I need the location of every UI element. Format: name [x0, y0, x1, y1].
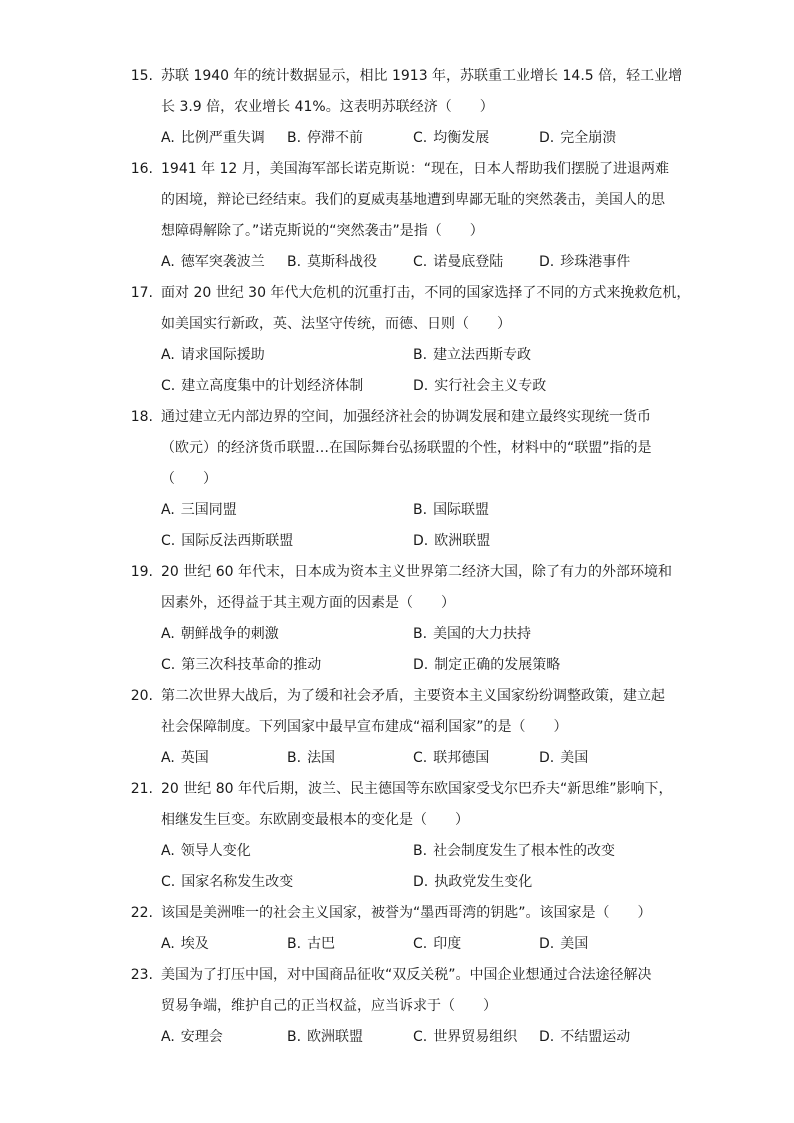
question-text-line: 通过建立无内部边界的空间，加强经济社会的协调发展和建立最终实现统一货币: [161, 409, 651, 425]
option-text: 制定正确的发展策略: [434, 657, 561, 673]
question-text-line: 第二次世界大战后，为了缓和社会矛盾，主要资本主义国家纷纷调整政策，建立起: [161, 688, 665, 704]
option-a[interactable]: [161, 495, 237, 526]
option-c[interactable]: [413, 929, 461, 960]
option-letter: D.: [539, 254, 555, 270]
option-letter: D.: [539, 1029, 555, 1045]
option-letter: D.: [413, 657, 429, 673]
question-text-line: 苏联 1940 年的统计数据显示，相比 1913 年，苏联重工业增长 14.5 倍，轻工业增: [161, 68, 683, 84]
option-letter: C.: [161, 657, 176, 673]
option-c[interactable]: [413, 247, 503, 278]
option-c[interactable]: [413, 1022, 517, 1053]
option-c[interactable]: [161, 371, 363, 402]
option-letter: C.: [161, 533, 176, 549]
option-b[interactable]: [413, 495, 489, 526]
question-text-line: 因素外，还得益于其主观方面的因素是（ ）: [161, 595, 455, 611]
option-a[interactable]: [161, 340, 265, 371]
option-row: [161, 340, 681, 371]
question-text-line: 的困境，辩论已经结束。我们的夏威夷基地遭到卑鄙无耻的突然袭击，美国人的思: [161, 192, 665, 208]
option-letter: B.: [413, 502, 428, 518]
question-text-line: 相继发生巨变。东欧剧变最根本的变化是（ ）: [161, 812, 469, 828]
option-a[interactable]: [161, 619, 279, 650]
option-row: [161, 247, 681, 278]
question-number: 18.: [130, 409, 153, 425]
option-letter: A.: [161, 750, 175, 766]
question-text-line: 社会保障制度。下列国家中最早宣布建成“福利国家”的是（ ）: [161, 719, 568, 735]
option-c[interactable]: [161, 867, 293, 898]
option-a[interactable]: [161, 1022, 223, 1053]
option-letter: B.: [287, 254, 302, 270]
option-text: 安理会: [180, 1029, 223, 1045]
option-text: 英国: [180, 750, 209, 766]
question-text-line: 想障碍解除了。”诺克斯说的“突然袭击”是指（ ）: [161, 223, 484, 239]
option-text: 社会制度发生了根本性的改变: [433, 843, 616, 859]
question-number: 16.: [130, 161, 153, 177]
option-a[interactable]: [161, 743, 209, 774]
option-text: 第三次科技革命的推动: [181, 657, 322, 673]
option-letter: B.: [413, 347, 428, 363]
option-text: 建立法西斯专政: [433, 347, 532, 363]
option-text: 联邦德国: [433, 750, 490, 766]
option-text: 不结盟运动: [560, 1029, 631, 1045]
option-letter: A.: [161, 936, 175, 952]
question-text-line: （欧元）的经济货币联盟…在国际舞台弘扬联盟的个性，材料中的“联盟”指的是: [161, 440, 652, 456]
question-text-line: 长 3.9 倍，农业增长 41%。这表明苏联经济（ ）: [161, 99, 494, 115]
question-number: 20.: [130, 688, 153, 704]
option-letter: C.: [413, 936, 428, 952]
question-text-line: （ ）: [161, 471, 217, 487]
option-c[interactable]: [161, 526, 293, 557]
option-text: 德军突袭波兰: [180, 254, 265, 270]
option-row: [161, 123, 681, 154]
option-text: 执政党发生变化: [434, 874, 533, 890]
option-b[interactable]: [413, 340, 531, 371]
question-text-line: 该国是美洲唯一的社会主义国家，被誉为“墨西哥湾的钥匙”。该国家是（ ）: [161, 905, 652, 921]
option-text: 珍珠港事件: [560, 254, 631, 270]
option-text: 莫斯科战役: [307, 254, 378, 270]
option-letter: B.: [287, 1029, 302, 1045]
option-letter: C.: [161, 378, 176, 394]
option-letter: A.: [161, 347, 175, 363]
question-text-line: 如美国实行新政，英、法坚守传统，而德、日则（ ）: [161, 316, 511, 332]
option-row: [161, 743, 681, 774]
option-d[interactable]: [539, 1022, 630, 1053]
option-row: [161, 371, 681, 402]
option-letter: C.: [413, 130, 428, 146]
option-text: 欧洲联盟: [434, 533, 491, 549]
option-row: [161, 836, 681, 867]
question-number: 19.: [130, 564, 153, 580]
question-text-line: 1941 年 12 月，美国海军部长诺克斯说：“现在，日本人帮助我们摆脱了进退两难: [161, 161, 670, 177]
option-a[interactable]: [161, 929, 209, 960]
option-letter: B.: [287, 130, 302, 146]
option-letter: D.: [413, 533, 429, 549]
question-text-line: 贸易争端，维护自己的正当权益，应当诉求于（ ）: [161, 998, 497, 1014]
option-b[interactable]: [287, 247, 377, 278]
option-c[interactable]: [413, 123, 489, 154]
option-text: 欧洲联盟: [307, 1029, 364, 1045]
option-d[interactable]: [539, 743, 588, 774]
option-letter: D.: [413, 874, 429, 890]
option-letter: B.: [287, 936, 302, 952]
question-number: 15.: [130, 68, 153, 84]
option-text: 三国同盟: [180, 502, 237, 518]
question-number: 21.: [130, 781, 153, 797]
option-text: 国际反法西斯联盟: [181, 533, 294, 549]
option-a[interactable]: [161, 123, 265, 154]
option-d[interactable]: [539, 247, 630, 278]
option-row: [161, 526, 681, 557]
option-d[interactable]: [413, 371, 546, 402]
option-row: [161, 495, 681, 526]
question-number: 23.: [130, 967, 153, 983]
option-d[interactable]: [413, 867, 532, 898]
option-letter: C.: [413, 1029, 428, 1045]
option-text: 请求国际援助: [180, 347, 265, 363]
option-a[interactable]: [161, 247, 265, 278]
option-text: 诺曼底登陆: [433, 254, 504, 270]
option-row: [161, 929, 681, 960]
option-d[interactable]: [539, 123, 616, 154]
option-text: 法国: [307, 750, 336, 766]
option-text: 国际联盟: [433, 502, 490, 518]
option-letter: A.: [161, 843, 175, 859]
question-text-line: 美国为了打压中国，对中国商品征收“双反关税”。中国企业想通过合法途径解决: [161, 967, 652, 983]
option-text: 完全崩溃: [560, 130, 617, 146]
option-letter: D.: [539, 936, 555, 952]
option-b[interactable]: [287, 123, 363, 154]
option-letter: A.: [161, 502, 175, 518]
option-row: [161, 619, 681, 650]
option-a[interactable]: [161, 836, 251, 867]
option-letter: C.: [413, 750, 428, 766]
option-b[interactable]: [413, 836, 615, 867]
option-text: 古巴: [307, 936, 336, 952]
option-letter: B.: [413, 626, 428, 642]
option-text: 国家名称发生改变: [181, 874, 294, 890]
option-letter: C.: [161, 874, 176, 890]
option-text: 实行社会主义专政: [434, 378, 547, 394]
question-text-line: 面对 20 世纪 30 年代大危机的沉重打击，不同的国家选择了不同的方式来挽救危机，: [161, 285, 691, 301]
option-row: [161, 1022, 681, 1053]
option-text: 朝鲜战争的刺激: [180, 626, 279, 642]
option-letter: A.: [161, 130, 175, 146]
question-text-line: 20 世纪 60 年代末，日本成为资本主义世界第二经济大国，除了有力的外部环境和: [161, 564, 672, 580]
question-number: 22.: [130, 905, 153, 921]
option-text: 比例严重失调: [180, 130, 265, 146]
option-text: 领导人变化: [180, 843, 251, 859]
option-b[interactable]: [287, 743, 335, 774]
option-letter: C.: [413, 254, 428, 270]
option-b[interactable]: [287, 1022, 363, 1053]
option-letter: D.: [539, 750, 555, 766]
option-b[interactable]: [287, 929, 335, 960]
option-letter: D.: [539, 130, 555, 146]
option-d[interactable]: [413, 526, 490, 557]
option-c[interactable]: [161, 650, 321, 681]
option-letter: A.: [161, 254, 175, 270]
option-letter: D.: [413, 378, 429, 394]
question-number: 17.: [130, 285, 153, 301]
option-d[interactable]: [539, 929, 588, 960]
option-text: 印度: [433, 936, 462, 952]
option-text: 美国的大力扶持: [433, 626, 532, 642]
option-row: [161, 650, 681, 681]
option-letter: A.: [161, 626, 175, 642]
option-row: [161, 867, 681, 898]
option-letter: A.: [161, 1029, 175, 1045]
option-text: 建立高度集中的计划经济体制: [181, 378, 364, 394]
option-text: 埃及: [180, 936, 209, 952]
option-letter: B.: [413, 843, 428, 859]
option-text: 美国: [560, 936, 589, 952]
option-text: 停滞不前: [307, 130, 364, 146]
option-text: 均衡发展: [433, 130, 490, 146]
option-d[interactable]: [413, 650, 560, 681]
option-text: 世界贸易组织: [433, 1029, 518, 1045]
option-b[interactable]: [413, 619, 531, 650]
option-text: 美国: [560, 750, 589, 766]
question-text-line: 20 世纪 80 年代后期，波兰、民主德国等东欧国家受戈尔巴乔夫“新思维”影响下，: [161, 781, 673, 797]
option-letter: B.: [287, 750, 302, 766]
option-c[interactable]: [413, 743, 489, 774]
